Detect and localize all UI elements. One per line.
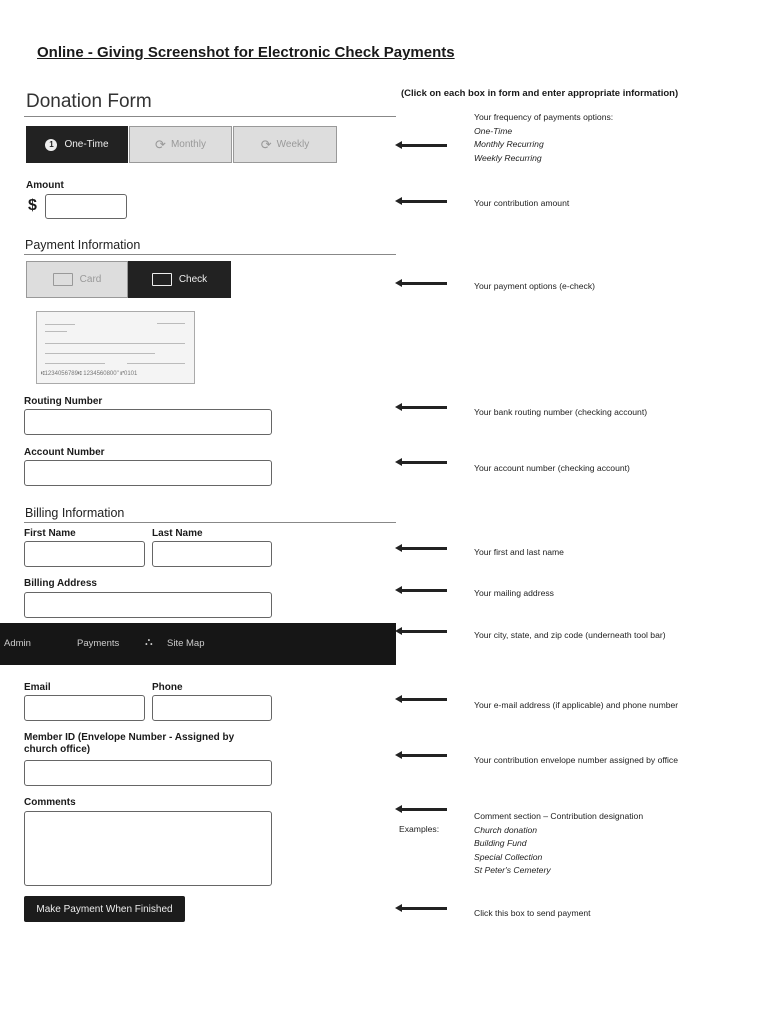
address-note: Your mailing address: [474, 588, 554, 598]
frequency-note-heading: Your frequency of payments options:: [474, 112, 614, 122]
frequency-note-option: One-Time: [474, 125, 513, 136]
recurring-icon: ⟳: [155, 136, 166, 152]
member-note: Your contribution envelope number assigned by office: [474, 755, 679, 765]
arrow-icon: [399, 808, 447, 811]
comments-example: Special Collection: [474, 851, 543, 862]
frequency-note-option: Monthly Recurring: [474, 139, 544, 149]
arrow-icon: [399, 698, 447, 701]
name-note: Your first and last name: [474, 547, 564, 557]
phone-input[interactable]: [152, 695, 272, 721]
check-micr-line: ⑆1234056789⑆ 1234560800" ⑈0101: [41, 371, 138, 377]
instructions: (Click on each box in form and enter appropriate information): [401, 88, 679, 99]
amount-input[interactable]: [45, 194, 127, 219]
email-label: Email: [24, 682, 51, 693]
currency-symbol: $: [28, 197, 37, 214]
arrow-icon: [399, 461, 447, 464]
arrow-icon: [399, 200, 447, 203]
payment-divider: [24, 254, 396, 255]
comments-label: Comments: [24, 797, 76, 808]
frequency-note: [474, 111, 613, 165]
comments-example: Church donation: [474, 824, 538, 835]
recurring-icon: ⟳: [260, 136, 272, 152]
form-title: Donation Form: [26, 91, 152, 112]
submit-note: Click this box to send payment: [474, 908, 591, 918]
arrow-icon: [399, 144, 447, 147]
member-id-input[interactable]: [24, 760, 272, 786]
credit-card-icon: [53, 273, 73, 286]
arrow-icon: [399, 282, 447, 285]
make-payment-button[interactable]: Make Payment When Finished: [24, 896, 185, 922]
one-time-icon: 1: [45, 139, 57, 151]
city-note: Your city, state, and zip code (underneath tool bar): [474, 630, 666, 640]
member-id-label: Member ID (Envelope Number - Assigned by church office): [24, 732, 235, 755]
billing-section-title: Billing Information: [25, 506, 125, 520]
arrow-icon: [399, 907, 447, 910]
account-number-label: Account Number: [24, 447, 105, 458]
toolbar-admin-link[interactable]: Admin: [4, 638, 31, 649]
account-number-input[interactable]: [24, 460, 272, 486]
arrow-icon: [399, 589, 447, 592]
arrow-icon: [399, 754, 447, 757]
first-name-label: First Name: [24, 528, 76, 539]
check-icon: [152, 273, 172, 286]
payment-section-title: Payment Information: [25, 238, 141, 252]
comments-textarea[interactable]: [24, 811, 272, 886]
email-input[interactable]: [24, 695, 145, 721]
comments-note: [474, 810, 643, 878]
billing-divider: [24, 522, 396, 523]
check-option-label: Check: [178, 274, 208, 285]
billing-address-input[interactable]: [24, 592, 272, 618]
arrow-icon: [399, 630, 447, 633]
comments-note-heading: Comment section – Contribution designation: [474, 811, 644, 821]
check-option[interactable]: [128, 261, 231, 298]
document-title: Online - Giving Screenshot for Electronic Check Payments: [37, 44, 455, 61]
frequency-note-option: Weekly Recurring: [474, 152, 542, 163]
sample-check-image: [36, 311, 195, 384]
amount-label: Amount: [26, 180, 64, 191]
account-note: Your account number (checking account): [474, 463, 630, 473]
examples-label: Examples:: [399, 824, 440, 834]
monthly-recurring-option[interactable]: [129, 126, 232, 163]
monthly-option-label: Monthly: [170, 139, 206, 150]
arrow-icon: [399, 547, 447, 550]
sitemap-icon: ⛬: [145, 636, 153, 648]
phone-label: Phone: [152, 682, 183, 693]
weekly-recurring-option[interactable]: [233, 126, 337, 163]
site-toolbar: [0, 623, 396, 665]
routing-number-label: Routing Number: [24, 396, 103, 407]
weekly-option-label: Weekly: [276, 139, 310, 150]
arrow-icon: [399, 406, 447, 409]
routing-number-input[interactable]: [24, 409, 272, 435]
email-phone-note: Your e-mail address (if applicable) and phone number: [474, 700, 679, 710]
payment-note: Your payment options (e-check): [474, 281, 596, 291]
last-name-input[interactable]: [152, 541, 272, 567]
comments-example: Building Fund: [474, 838, 527, 848]
billing-address-label: Billing Address: [24, 578, 97, 589]
card-option[interactable]: [26, 261, 128, 298]
toolbar-sitemap-link[interactable]: Site Map: [167, 638, 205, 649]
amount-note: Your contribution amount: [474, 198, 570, 208]
last-name-label: Last Name: [152, 528, 203, 539]
title-divider: [24, 116, 396, 117]
toolbar-payments-link[interactable]: Payments: [77, 638, 120, 649]
one-time-option[interactable]: [26, 126, 128, 163]
comments-example: St Peter's Cemetery: [474, 865, 551, 875]
routing-note: Your bank routing number (checking account): [474, 407, 648, 417]
first-name-input[interactable]: [24, 541, 145, 567]
one-time-label: One-Time: [64, 139, 109, 150]
card-option-label: Card: [79, 274, 102, 285]
